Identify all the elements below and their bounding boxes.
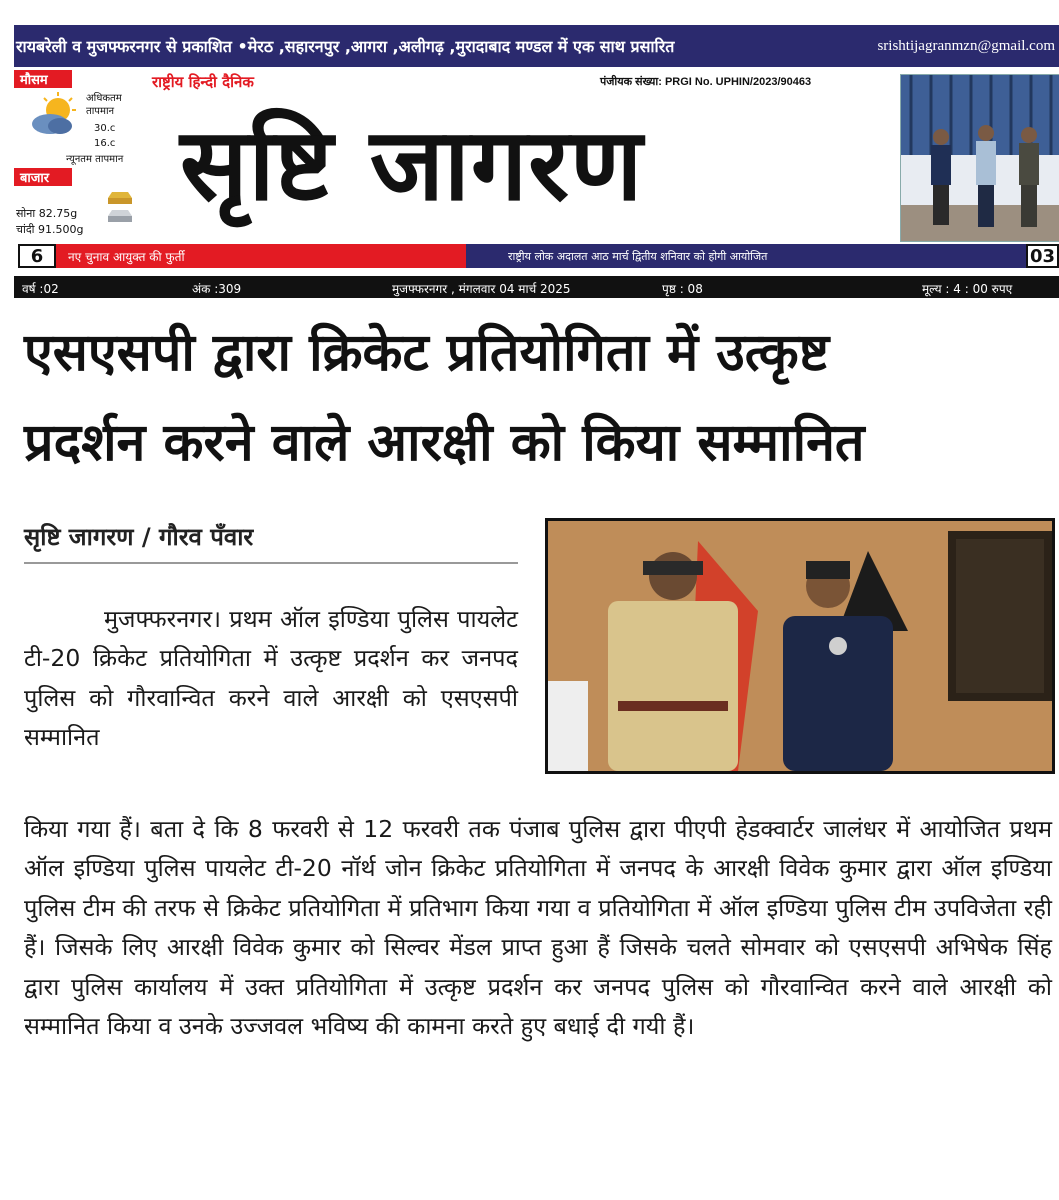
article-headline	[24, 308, 1054, 488]
min-temp-label: न्यूनतम तापमान	[66, 154, 124, 165]
page-count: पृष्ठ : 08	[662, 282, 703, 296]
max-temp-label: अधिकतम तापमान	[86, 93, 122, 117]
left-page-number[interactable]: 6	[18, 244, 56, 268]
newspaper-title: सृष्टि जागरण	[180, 106, 644, 223]
article-intro-text: मुजफ्फरनगर। प्रथम ऑल इण्डिया पुलिस पायलेट टी-20 क्रिकेट प्रतियोगिता में उत्कृष्ट प्रदर्शन कर जनपद पुलिस को गौरवान्वित करने वाले आरक्षी को एसएसपी सम्मानित	[24, 605, 518, 752]
weather-market-box	[14, 70, 136, 238]
silver-price: चांदी 91.500g	[16, 223, 84, 236]
teaser-strip	[14, 242, 1059, 270]
registration-number: पंजीयक संख्या: PRGI No. UPHIN/2023/90463	[600, 76, 812, 88]
market-label: बाजार	[14, 168, 72, 186]
gold-silver-bars-icon	[106, 188, 136, 224]
weather-sun-cloud-icon	[28, 90, 78, 140]
weather-label: मौसम	[14, 70, 72, 88]
issue-price: मूल्य : 4 : 00 रुपए	[922, 282, 1013, 296]
publication-strip	[14, 25, 1059, 67]
publication-line: रायबरेली व मुजफ्फरनगर से प्रकाशित •मेरठ ,सहारनपुर ,आगरा ,अलीगढ़ ,मुरादाबाद मण्डल में एक साथ प्रसारित	[16, 37, 675, 56]
max-temp-value: 30.c	[94, 123, 116, 134]
left-teaser[interactable]: नए चुनाव आयुक्त की फुर्ती	[56, 244, 466, 268]
tagline: राष्ट्रीय हिन्दी दैनिक	[152, 73, 254, 91]
gold-price: सोना 82.75g	[16, 207, 78, 220]
byline-divider	[24, 562, 518, 564]
article-body-text: किया गया हैं। बता दे कि 8 फरवरी से 12 फरवरी तक पंजाब पुलिस द्वारा पीएपी हेडक्वार्टर जालंधर में आयोजित प्रथम ऑल इण्डिया पुलिस पायलेट टी-20 नॉर्थ जोन क्रिकेट प्रतियोगिता में जनपद के आरक्षी विवेक कुमार द्वारा ऑल इण्डिया पुलिस टीम की तरफ से क्रिकेट प्रतियोगिता में प्रतिभाग किया गया व प्रतियोगिता में ऑल इण्डिया पुलिस टीम उपविजेता रही हैं। जिसके लिए आरक्षी विवेक कुमार को सिल्वर मेंडल प्राप्त हुआ हैं जिसके चलते सोमवार को एसएसपी अभिषेक सिंह द्वारा पुलिस कार्यालय में उक्त प्रतियोगिता में उत्कृष्ट प्रदर्शन कर जनपद पुलिस को गौरवान्वित करने वाले आरक्षी को सम्मानित किया व उनके उज्जवल भविष्य की कामना करते हुए बधाई दी गयी हैं।	[24, 815, 1052, 1041]
issue-number: अंक :309	[192, 282, 242, 296]
article-body-intro	[24, 600, 518, 758]
masthead-photo	[900, 74, 1059, 242]
right-teaser[interactable]: राष्ट्रीय लोक अदालत आठ मार्च द्वितीय शनिवार को होगी आयोजित	[466, 244, 1026, 268]
issue-year: वर्ष :02	[22, 282, 59, 296]
article-byline: सृष्टि जागरण / गौरव पँवार	[24, 523, 254, 551]
issue-place-date: मुजफ्फरनगर , मंगलवार 04 मार्च 2025	[392, 282, 571, 296]
headline-line-1: एसएसपी द्वारा क्रिकेट प्रतियोगिता में उत्कृष्ट	[24, 323, 830, 383]
min-temp-value: 16.c	[94, 138, 116, 149]
issue-info-strip	[14, 276, 1059, 298]
right-page-number[interactable]: 03	[1026, 244, 1059, 268]
article-photo	[545, 518, 1055, 774]
contact-email[interactable]: srishtijagranmzn@gmail.com	[877, 37, 1055, 54]
headline-line-2: प्रदर्शन करने वाले आरक्षी को किया सम्मानित	[24, 413, 865, 473]
